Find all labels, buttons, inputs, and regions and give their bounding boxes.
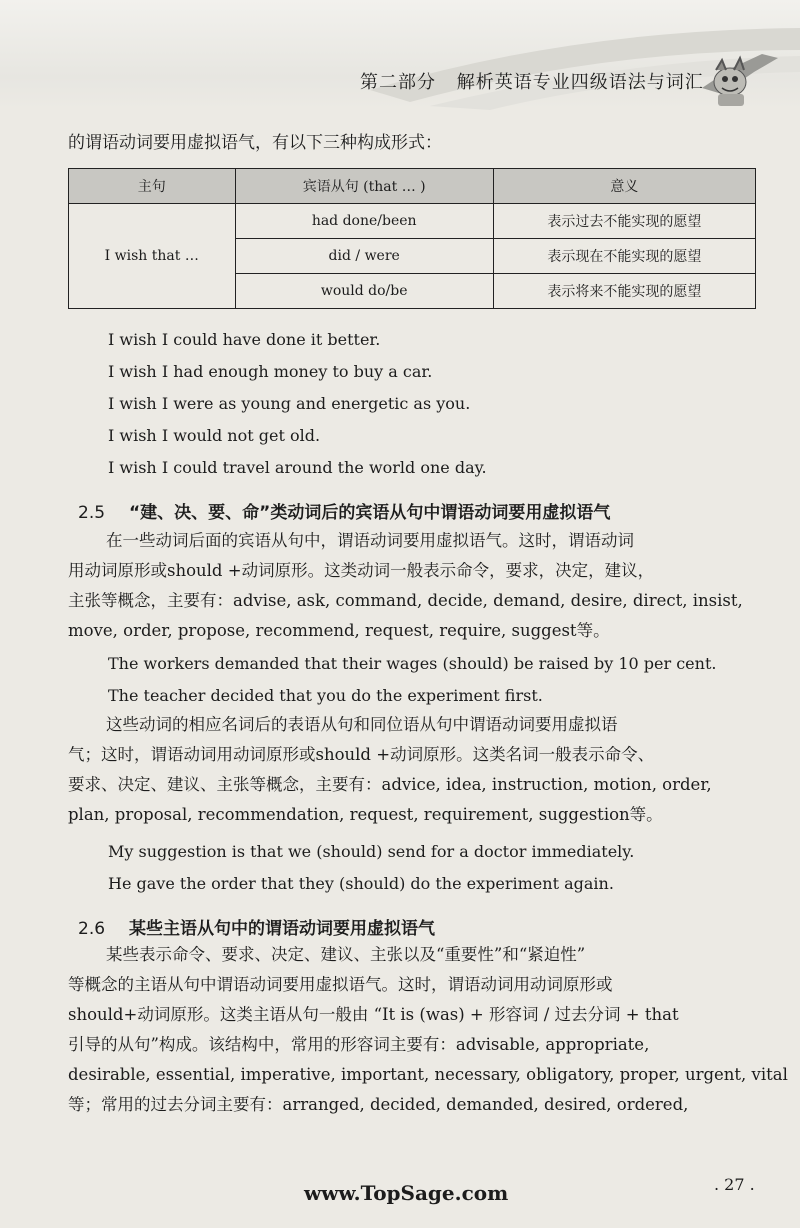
example-sentence: My suggestion is that we (should) send for a doctor immediately. [108,842,635,861]
paragraph-line: 要求、决定、建议、主张等概念，主要有：advice, idea, instruction, motion, order, [68,775,712,794]
example-sentence: The teacher decided that you do the experiment first. [108,686,543,705]
example-sentence: I wish I were as young and energetic as you. [108,394,471,413]
paragraph-line: 气；这时，谓语动词用动词原形或should +动词原形。这类名词一般表示命令、 [68,745,655,764]
example-sentence: I wish I could have done it better. [108,330,381,349]
example-sentence: The workers demanded that their wages (should) be raised by 10 per cent. [108,654,717,673]
wish-structure-table [68,168,756,309]
paragraph-line: 主张等概念，主要有：advise, ask, command, decide, demand, desire, direct, insist, [68,591,743,610]
section-number: 2.6 [78,919,106,939]
table-cell: 表示过去不能实现的愿望 [493,204,755,239]
paragraph-line: should+动词原形。这类主语从句一般由 “It is (was) + 形容词 / 过去分词 + that [68,1005,679,1024]
paragraph-line: 这些动词的相应名词后的表语从句和同位语从句中谓语动词要用虚拟语 [106,715,618,734]
section-2-5-paragraph-2 [68,710,758,830]
table-cell: did / were [235,239,493,274]
running-head-title: 解析英语专业四级语法与词汇 [456,72,704,93]
paragraph-line: desirable, essential, imperative, important, necessary, obligatory, proper, urgent, vital [68,1065,788,1084]
paragraph-line: move, order, propose, recommend, request, require, suggest等。 [68,621,610,640]
page-number: . 27 . [714,1175,755,1194]
paragraph-line: 引导的从句”构成。该结构中，常用的形容词主要有：advisable, appropriate, [68,1035,650,1054]
intro-text: 的谓语动词要用虚拟语气，有以下三种构成形式： [68,133,442,153]
example-sentence: I wish I could travel around the world one day. [108,458,487,477]
section-heading-2-5 [78,498,610,523]
section-2-5-paragraph-1 [68,526,758,646]
table-row [69,204,756,239]
running-head [360,68,704,94]
paragraph-line: 用动词原形或should +动词原形。这类动词一般表示命令，要求，决定，建议， [68,561,655,580]
paragraph-line: plan, proposal, recommendation, request, requirement, suggestion等。 [68,805,663,824]
section-title: “建、决、要、命”类动词后的宾语从句中谓语动词要用虚拟语气 [128,503,611,523]
table-cell: would do/be [235,274,493,309]
section-heading-2-6 [78,914,435,939]
table-header-cell: 宾语从句 (that … ) [235,169,493,204]
table-cell: 表示将来不能实现的愿望 [493,274,755,309]
example-sentence: I wish I would not get old. [108,426,321,445]
paragraph-line: 等概念的主语从句中谓语动词要用虚拟语气。这时，谓语动词用动词原形或 [68,975,613,994]
example-sentence: I wish I had enough money to buy a car. [108,362,433,381]
running-head-part: 第二部分 [360,72,436,93]
paragraph-line: 在一些动词后面的宾语从句中，谓语动词要用虚拟语气。这时，谓语动词 [106,531,634,550]
paragraph-line: 某些表示命令、要求、决定、建议、主张以及“重要性”和“紧迫性” [106,945,586,964]
table-header-row [69,169,756,204]
table-main-clause-cell: I wish that … [69,204,236,309]
table-cell: 表示现在不能实现的愿望 [493,239,755,274]
example-sentence: He gave the order that they (should) do the experiment again. [108,874,614,893]
section-number: 2.5 [78,503,106,523]
paragraph-line: 等；常用的过去分词主要有：arranged, decided, demanded, desired, ordered, [68,1095,689,1114]
table-cell: had done/been [235,204,493,239]
section-title: 某些主语从句中的谓语动词要用虚拟语气 [128,919,435,939]
footer-url: www.TopSage.com [304,1181,509,1205]
table-header-cell: 主句 [69,169,236,204]
mascot-icon [692,48,782,110]
table-header-cell: 意义 [493,169,755,204]
section-2-6-paragraph [68,940,788,1120]
